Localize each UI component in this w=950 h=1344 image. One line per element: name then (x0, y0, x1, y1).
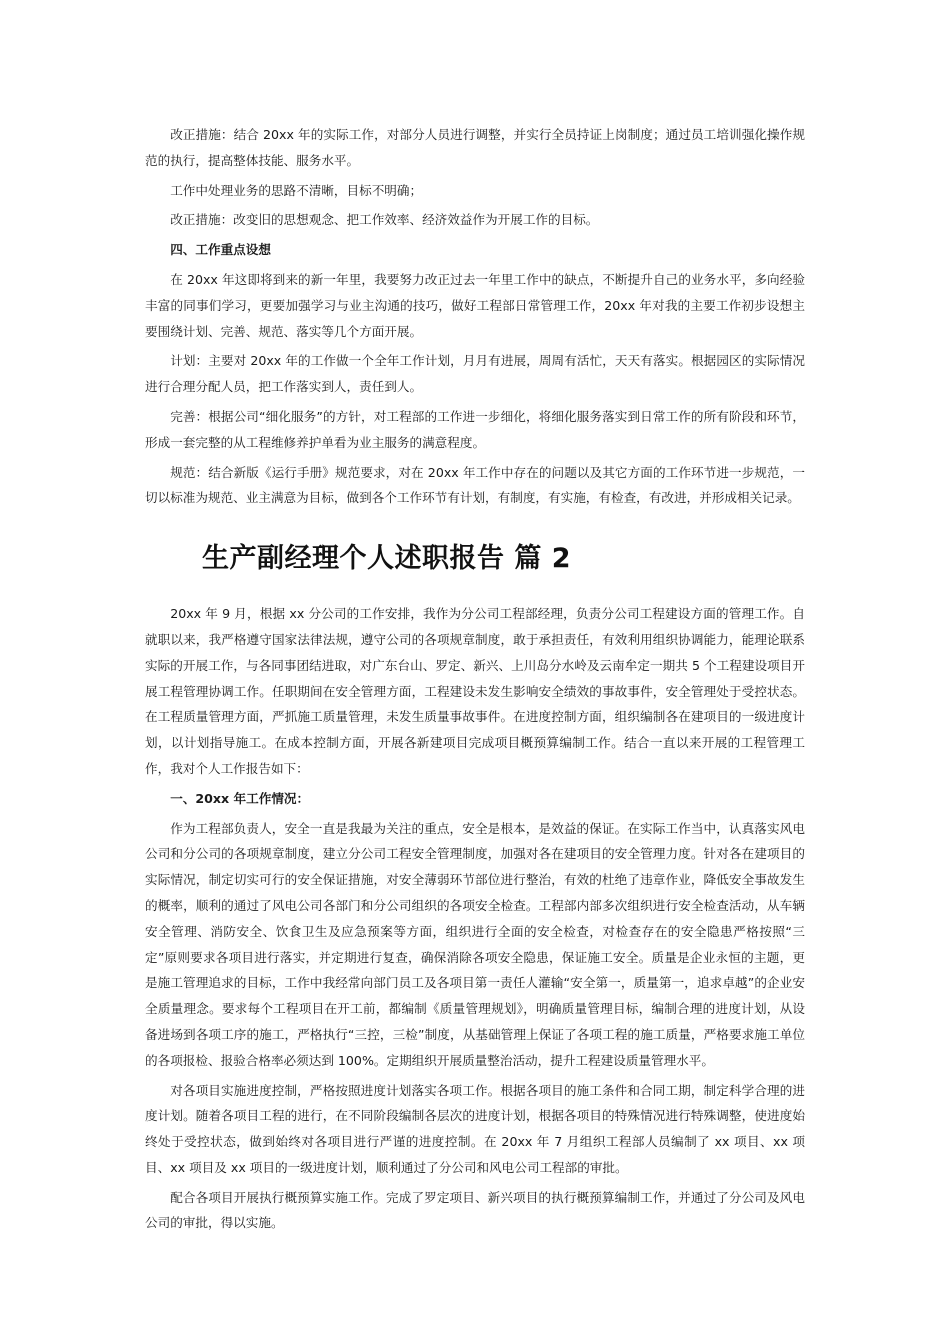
document-page (145, 122, 805, 1240)
paragraph-standardize: 规范：结合新版《运行手册》规范要求，对在 20xx 年工作中存在的问题以及其它方面的工作环节进一步规范，一切以标准为规范、业主满意为目标，做到各个工作环节有计划，有制度，有实施，有检查，有改进，并形成相关记录。 (145, 464, 805, 506)
paragraph-new-year-plan: 在 20xx 年这即将到来的新一年里，我要努力改正过去一年里工作中的缺点，不断提升自己的业务水平，多向经验丰富的同事们学习，更要加强学习与业主沟通的技巧，做好工程部日常管理工作，20xx 年对我的主要工作初步设想主要围绕计划、完善、规范、落实等几个方面开展。 (145, 271, 805, 339)
section-heading-work-status: 一、20xx 年工作情况： (170, 790, 310, 806)
paragraph-unclear-thinking: 工作中处理业务的思路不清晰，目标不明确； (170, 182, 423, 198)
paragraph-correction-measures-1: 改正措施：结合 20xx 年的实际工作，对部分人员进行调整，并实行全员持证上岗制度；通过员工培训强化操作规范的执行，提高整体技能、服务水平。 (145, 127, 805, 168)
paragraph-schedule-control: 对各项目实施进度控制，严格按照进度计划落实各项工作。根据各项目的施工条件和合同工期，制定科学合理的进度计划。随着各项目工程的进行，在不同阶段编制各层次的进度计划，根据各项目的特殊情况进行特殊调整，使进度始终处于受控状态，做到始终对各项目进行严谨的进度控制。在 20xx 年 7 月组织工程部人员编制了 xx 项目、xx 项目、xx 项目及 xx 项目的一级进度计划，顺利通过了分公司和风电公司工程部的审批。 (145, 1082, 805, 1175)
paragraph-intro: 20xx 年 9 月，根据 xx 分公司的工作安排，我作为分公司工程部经理，负责分公司工程建设方面的管理工作。自就职以来，我严格遵守国家法律法规，遵守公司的各项规章制度，敢于承担责任，有效利用组织协调能力，能理论联系实际的开展工作，与各同事团结进取，对广东台山、罗定、新兴、上川岛分水岭及云南牟定一期共 5 个工程建设项目开展工程管理协调工作。任职期间在安全管理方面，工程建设未发生影响安全绩效的事故事件，安全管理处于受控状态。在工程质量管理方面，严抓施工质量管理，未发生质量事故事件。在进度控制方面，组织编制各在建项目的一级进度计划，以计划指导施工。在成本控制方面，开展各新建项目完成项目概预算编制工作。结合一直以来开展的工程管理工作，我对个人工作报告如下： (145, 606, 805, 776)
paragraph-budget: 配合各项目开展执行概预算实施工作。完成了罗定项目、新兴项目的执行概预算编制工作，并通过了分公司及风电公司的审批，得以实施。 (145, 1189, 805, 1231)
section-heading-work-focus: 四、工作重点设想 (170, 242, 271, 258)
report-title: 生产副经理个人述职报告 篇 2 (202, 543, 572, 575)
paragraph-safety-quality: 作为工程部负责人，安全一直是我最为关注的重点，安全是根本，是效益的保证。在实际工作当中，认真落实风电公司和分公司的各项规章制度，建立分公司工程安全管理制度，加强对各在建项目的安全管理力度。针对各在建项目的实际情况，制定切实可行的安全保证措施，对安全薄弱环节部位进行整治，有效的杜绝了违章作业，降低安全事故发生的概率，顺利的通过了风电公司各部门和分公司组织的各项安全检查。工程部内部多次组织进行安全检查活动，从车辆安全管理、消防安全、饮食卫生及应急预案等方面，组织进行全面的安全检查，对检查存在的安全隐患严格按照“三定”原则要求各项目进行落实，并定期进行复查，确保消除各项安全隐患，保证施工安全。质量是企业永恒的主题，更是施工管理追求的目标，工作中我经常向部门员工及各项目第一责任人灌输“安全第一，质量第一，追求卓越”的企业安全质量理念。要求每个工程项目在开工前，都编制《质量管理规划》，明确质量管理目标，编制合理的进度计划，从设备进场到各项工序的施工，严格执行“三控，三检”制度，从基础管理上保证了各项工程的施工质量，严格要求施工单位的各项报检、报验合格率必须达到 100%。定期组织开展质量整治活动，提升工程建设质量管理水平。 (145, 820, 805, 1068)
paragraph-plan: 计划：主要对 20xx 年的工作做一个全年工作计划，月月有进展，周周有活忙，天天有落实。根据园区的实际情况进行合理分配人员，把工作落实到人，责任到人。 (145, 353, 805, 395)
paragraph-correction-measures-2: 改正措施：改变旧的思想观念、把工作效率、经济效益作为开展工作的目标。 (170, 212, 599, 228)
paragraph-improve: 完善：根据公司“细化服务”的方针，对工程部的工作进一步细化，将细化服务落实到日常工作的所有阶段和环节，形成一套完整的从工程维修养护单看为业主服务的满意程度。 (145, 408, 805, 450)
